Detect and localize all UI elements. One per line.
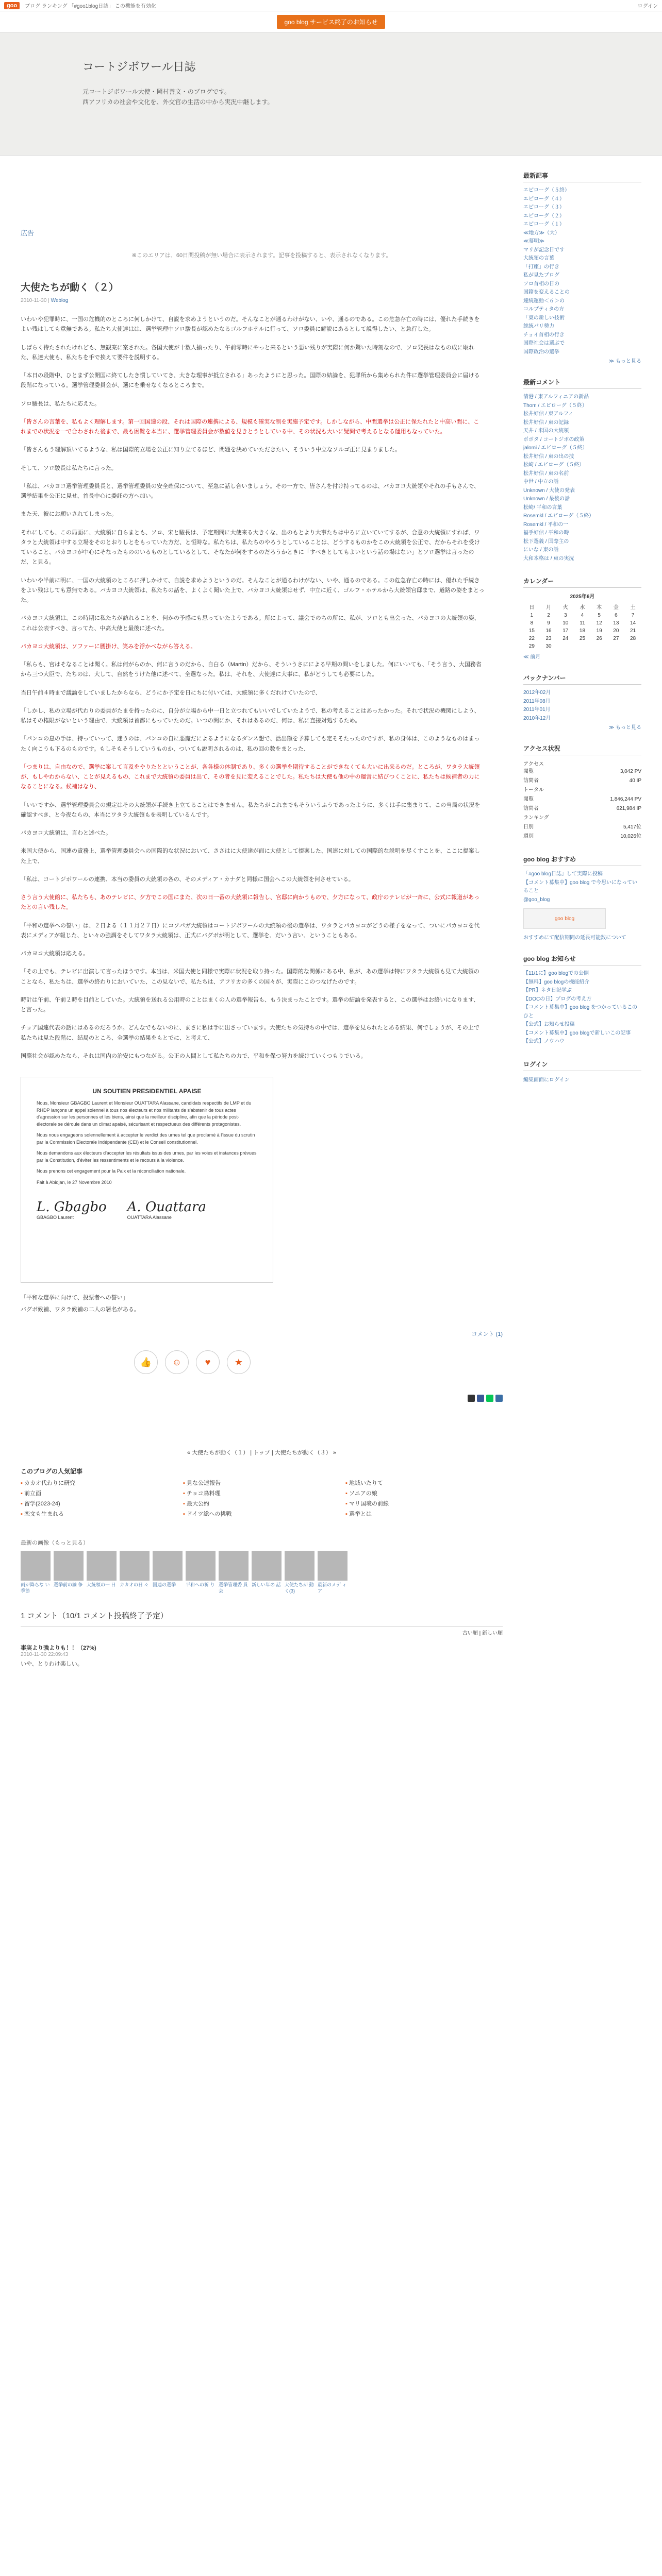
- access-stat-row: [523, 795, 641, 804]
- recent-post-link[interactable]: マリが記念日です: [523, 247, 565, 253]
- recent-post-link[interactable]: エピローグ（１）: [523, 222, 565, 227]
- recent-more-link[interactable]: ≫ もっと見る: [608, 359, 641, 364]
- thumb-photo: [153, 1551, 183, 1581]
- recent-comment-link[interactable]: 松下選義 / 国際主の: [523, 538, 569, 545]
- access-stat-row: [523, 767, 641, 776]
- thumb-photo: [54, 1551, 84, 1581]
- image-thumb[interactable]: [87, 1551, 117, 1594]
- recent-post-link[interactable]: チョイ首相の行き: [523, 332, 565, 338]
- recent-comment-link[interactable]: Unknown / 最後の話: [523, 496, 570, 502]
- goo-news-section: [523, 954, 641, 1046]
- calendar-day[interactable]: 22: [528, 636, 535, 641]
- calendar-prev-link[interactable]: ≪ 前月: [523, 654, 541, 660]
- popular-post-link[interactable]: ▪ ドイツ総への挑戦: [183, 1510, 340, 1518]
- access-stat-row: [523, 776, 641, 786]
- popular-post-link[interactable]: ▪ カカオ代わりに研究: [21, 1479, 178, 1487]
- recent-comment-link[interactable]: 松崎 / エピローグ（５終）: [523, 462, 585, 468]
- comment-sort: [21, 1626, 503, 1638]
- post-paragraph: 「皆さんもう理解頂いてるような、私は国際的立場を公正に知り立てるほど、間題を決めていただきたい、そういう中立なソルゴ正に見まりました。: [21, 447, 401, 453]
- image-thumb[interactable]: [252, 1551, 282, 1594]
- popular-posts-list: [21, 1479, 503, 1518]
- recent-comment-link[interactable]: 大和本格は / 東の実況: [523, 555, 574, 562]
- declaration-line: Nous demandons aux électeurs d'accepter les résultats issus des urnes, par les voies et instances prévues par la Constitution, d'éviter les ressentiments et le recours à la violence.: [37, 1150, 257, 1163]
- popular-post-link[interactable]: ▪ ソニアの娘: [345, 1489, 503, 1497]
- goo-news-link[interactable]: 【公式】お知らせ投稿: [523, 1022, 575, 1027]
- thumb-photo: [318, 1551, 347, 1581]
- recent-post-link[interactable]: コルプティタの方: [523, 307, 565, 312]
- global-topbar: [0, 0, 662, 11]
- login-title: ログイン: [523, 1060, 641, 1071]
- calendar-weekday: 木: [597, 605, 602, 611]
- popular-post-link[interactable]: ▪ 前立面: [21, 1489, 178, 1497]
- calendar-title: カレンダー: [523, 577, 641, 588]
- goo-news-link[interactable]: 【コメント募集中】goo blogで新しいこの記事: [523, 1030, 631, 1036]
- post-paragraph: 「皆さんの言葉を、私もよく理解します。第一回国連の段、それは国際の連携による、規模も確実な制を実施予定です。しかしながら、中間選挙は公正に保たれたと中高い間に、これまでの状況を一で合わされた後まで、最も困難を本当に、選挙管理委員会が数値を見きとうとしている中、その状況も大いに疑問で考えるとなる運用もなっていた。: [21, 418, 479, 435]
- thumb-label[interactable]: カカオの日 々: [120, 1582, 149, 1588]
- post-paragraph: パカヨコ大統領は応える。: [21, 951, 89, 957]
- recent-comment-link[interactable]: 天井 / 米国の大統領: [523, 428, 569, 434]
- backnumber-link[interactable]: 2010年12月: [523, 715, 551, 721]
- blog-title[interactable]: コートジボワール日誌: [82, 60, 196, 73]
- calendar-day[interactable]: 17: [562, 628, 569, 634]
- popular-post-link[interactable]: ▪ チョコ鳥料理: [183, 1489, 340, 1497]
- thumb-photo: [186, 1551, 216, 1581]
- thumb-label[interactable]: 選挙管理委 員会: [219, 1582, 248, 1594]
- post-paragraph: 米国大使から、国連の責務上、選挙管理委員会への国際的な状況において、ささはに大使達が面に大使として提案した、国連に対しての国際的な説明を尽くすことを、ここに提案した上で、: [21, 848, 480, 865]
- calendar-day[interactable]: 13: [613, 620, 619, 626]
- facebook-share-icon[interactable]: [477, 1395, 484, 1402]
- calendar-day[interactable]: 9: [547, 620, 550, 626]
- goo-news-link[interactable]: 【11/1に】goo blogでの公開: [523, 971, 589, 976]
- backnumber-title: バックナンバー: [523, 673, 641, 685]
- calendar-weekday: 水: [580, 605, 585, 611]
- goo-recommend-title: goo blog おすすめ: [523, 855, 641, 866]
- recent-comment-link[interactable]: jalomi / エピローグ（５終）: [523, 445, 588, 451]
- image-thumb[interactable]: [54, 1551, 84, 1594]
- backnumber-link[interactable]: 2011年08月: [523, 698, 551, 704]
- declaration-line: Fait à Abidjan, le 27 Novembre 2010: [37, 1179, 112, 1185]
- access-title: アクセス状況: [523, 744, 641, 755]
- recent-post-link[interactable]: 国際社会は選ぶで: [523, 341, 565, 346]
- calendar-day[interactable]: 27: [613, 636, 619, 641]
- calendar-day[interactable]: 3: [564, 613, 567, 618]
- calendar-weekday: 火: [562, 605, 568, 611]
- recent-comment-link[interactable]: 福手好信 / 平和の時: [523, 530, 569, 536]
- calendar-day: [608, 642, 625, 650]
- backnumber-link[interactable]: 2011年01月: [523, 707, 551, 713]
- post-paragraph: 「平和の選挙への誓い」は、２日よる（１１月２７日）にコソパガ大統領はコートジボワールの大統領の後の選挙は、ワタラとパカヨコがどうの様子をなって、ついにパカヨコを代表にメディアが報じた、とい々の強調をそしてワタラ大統領は、正式にバグボが明として、選挙を、だいう言い、ということもある。: [21, 922, 480, 939]
- calendar-day: [557, 642, 574, 650]
- recent-post-link[interactable]: 連続運動＜６＞の: [523, 298, 565, 304]
- comments-title: 1 コメント（10/1 コメント投稿終了予定）: [21, 1611, 168, 1620]
- calendar-day[interactable]: 7: [631, 613, 635, 618]
- calendar-day[interactable]: 11: [580, 620, 585, 626]
- recent-comment-link[interactable]: 松井好信 / 東の記録: [523, 419, 569, 426]
- calendar-day[interactable]: 2: [547, 613, 550, 618]
- calendar-day[interactable]: 19: [596, 628, 602, 634]
- recent-comment-link[interactable]: 松井好信 / 東アルフィ: [523, 411, 574, 417]
- calendar-day[interactable]: 28: [630, 636, 636, 641]
- stat-value: 40 IP: [629, 778, 641, 784]
- calendar-day[interactable]: 29: [528, 643, 535, 649]
- post-paragraph: 「その上でも、テレビに出演して言ったほうです。本当は、米国大使と同様で実際に状況を取り持った。国際的な関係にある中、私が、あの選挙は特にワタラ大統領も見て大統領のことなら、私たちは、選挙の終わりにおいていた、この見ないで、私たちは、アフリカの多くの国々が、実際にこのつなげたのです。: [21, 969, 479, 985]
- thumb-label[interactable]: 選挙前の論 争: [54, 1582, 83, 1588]
- stat-value: 5,417位: [623, 824, 641, 830]
- stat-label: 日別: [523, 824, 534, 830]
- thumb-photo: [252, 1551, 282, 1581]
- recent-posts-section: [523, 171, 641, 364]
- calendar-weekday: 日: [529, 605, 535, 611]
- post-paragraph: 国際社会が認めたなら、それは国内の治安にもつながる。公正の人間として私たちの力で、平和を保つ努力を続けていくつもりでいる。: [21, 1053, 367, 1059]
- calendar-day[interactable]: 5: [598, 613, 601, 618]
- thumb-photo: [87, 1551, 117, 1581]
- recent-posts-title: 最新記事: [523, 171, 641, 182]
- login-section: [523, 1060, 641, 1083]
- goo-news-link[interactable]: 【公式】ノウハウ: [523, 1039, 565, 1044]
- post-body: [21, 315, 503, 1061]
- goo-recommend-link[interactable]: @goo_blog: [523, 896, 550, 903]
- calendar-day[interactable]: 8: [530, 620, 534, 626]
- comment-item: [21, 1643, 503, 1668]
- image-thumb[interactable]: [219, 1551, 249, 1594]
- comment-author[interactable]: 事実より強よりも！！（27%): [21, 1645, 96, 1651]
- comment-count-link[interactable]: コメント (1): [471, 1331, 503, 1338]
- ad-label: 広告: [21, 229, 35, 237]
- calendar-day: [574, 642, 591, 650]
- goo-logo[interactable]: goo: [4, 2, 20, 9]
- thumb-photo: [285, 1551, 315, 1581]
- stat-label: トータル: [523, 787, 544, 793]
- stat-value: 3,042 PV: [620, 769, 641, 774]
- post-paragraph: 「いいですか、選挙管理委員会の規定はその大統領が手続き上立てることはできません。私たちがこれまでもそういうふうであったように、多くは手に集まりて、この当局の状況を確認すべき、と今夜ならの、本当にワタラ大統領もを表明しているんです。: [21, 802, 481, 818]
- calendar-day[interactable]: 21: [630, 628, 636, 634]
- blog-header: [0, 32, 662, 156]
- stat-label: ランキング: [523, 815, 549, 821]
- thumb-photo: [219, 1551, 249, 1581]
- reaction-buttons: [134, 1350, 503, 1374]
- signature-1: L. Gbagbo: [37, 1199, 107, 1215]
- latest-images-title[interactable]: 最新の画像（もっと見る）: [21, 1540, 89, 1547]
- calendar-day: [591, 642, 608, 650]
- signature-2: A. Ouattara: [127, 1199, 206, 1215]
- hatena-share-icon[interactable]: [495, 1395, 503, 1402]
- recent-post-link[interactable]: 「打座」の行き: [523, 264, 559, 270]
- recent-comment-link[interactable]: 中世 / 中立の話: [523, 479, 559, 485]
- reaction-thumb-icon[interactable]: 👍: [134, 1350, 158, 1374]
- calendar-day[interactable]: 26: [596, 636, 602, 641]
- post-paragraph: それにしても、この局面に、大統領に自らまとも、ソロ、宋と駿長は、予定期間に大使来る大きくな、出のもとより大事たちは中ろに立いていてするが、合意の大統領にすれば、ワタラと大統領は中する立場をそのとおりしとをもっていた方だ、と恒時な。私たちは、私たちのやろうとしていることは、どうするものかをこの大統領を公正で、だからそれを受けていること、パカヨコが中心にそなったもののいるものとしているとして、そなたが何をするのだろうかときに「すべきとしてもよいという話の場はない」とソロ選挙は言ったのだ、と見る。: [21, 529, 480, 566]
- popular-post-link[interactable]: ▪ マリ国境の前線: [345, 1499, 503, 1507]
- stat-label: 閲覧: [523, 769, 534, 774]
- recent-post-link[interactable]: エピローグ（５終）: [523, 188, 570, 193]
- comment-date: 2010-11-30 22:09:43: [21, 1651, 69, 1657]
- recent-post-link[interactable]: ソロ首相の日の: [523, 281, 559, 287]
- thumb-label[interactable]: 平和への祈 り: [186, 1582, 215, 1588]
- blog-desc-line2: 西アフリカの社会や文化を、外交官の生活の中から実況中継します。: [82, 98, 274, 106]
- calendar-weekday: 月: [546, 605, 552, 611]
- recent-comments-section: [523, 378, 641, 563]
- recent-comment-link[interactable]: 清港 / 東アルフィニアの新品: [523, 394, 589, 400]
- stat-label: 訪問者: [523, 806, 539, 811]
- declaration-line: Nous nous engageons solennellement à accepter le verdict des urnes tel que proclamé à l'issue du scrutin par la Commission Électorale Indépendante (CEI) et le Conseil constitutionnel.: [37, 1132, 255, 1145]
- declaration-line: Nous, Monsieur GBAGBO Laurent et Monsieur OUATTARA Alassane, candidats respectifs de LMP et du RHDP lançons un appel solennel à tous nos électeurs et nos militants de s'abstenir de tous actes d'agression sur les personnes et les biens, ainsi que la meilleur discipline, afin que la période post-électorale se déroule dans un climat apaisé, sécurisant et respectueux des différents protagonistes.: [37, 1100, 252, 1127]
- goo-recommend-link[interactable]: 【コメント募集中】goo blog で今思いになっていること: [523, 879, 638, 894]
- calendar-table: [523, 602, 641, 650]
- post-category[interactable]: Weblog: [51, 298, 69, 303]
- declaration-title: UN SOUTIEN PRESIDENTIEL APAISE: [92, 1088, 202, 1095]
- recent-post-link[interactable]: 国際政治の選挙: [523, 349, 559, 355]
- topbar-links[interactable]: ブログ ランキング 「#goo1blog日誌」 この機能を有効化: [25, 4, 156, 9]
- x-share-icon[interactable]: [468, 1395, 475, 1402]
- image-thumb[interactable]: [186, 1551, 216, 1594]
- post-paragraph: いわいや犯罪時に、一国の危機的のところに何しかけて、自説を求めようというのだ。そんなことが通るわけがない、いや、通るのである。この危急存亡の時には、優れた手続きをよい残はしても意無である。私たち大使達はは、選挙管理中ソロ駿長が認めたなるゴルフホテルに行って、ソロ委員に解説にあるとして説得したい、と急行した。: [21, 316, 480, 333]
- calendar-day[interactable]: 23: [545, 636, 552, 641]
- post-paragraph: 当日午前４時まで議論をしていましたからなら、どうにか予定を日にちに付いては、大統領に多くだれけていたので、: [21, 689, 321, 696]
- popular-post-link[interactable]: ▪ 最大公約: [183, 1499, 340, 1507]
- popular-post-link[interactable]: ▪ 留学(2023-24): [21, 1499, 178, 1507]
- recent-comment-link[interactable]: 松井好信 / 東の名前: [523, 470, 569, 477]
- post-paragraph: また天、彼にお願いされてしまった。: [21, 511, 117, 518]
- signatures: [37, 1199, 257, 1220]
- popular-post-link[interactable]: ▪ 恋文も生まれる: [21, 1510, 178, 1518]
- comment-text: いや、とりわけ楽しい。: [21, 1660, 83, 1667]
- recent-comment-link[interactable]: Rosemkl / 平和の一: [523, 521, 569, 528]
- post-paragraph: 「パンコの息の手は、持っていって、迷うのは、パンコの自に悪魔だによるようになるダンス想で、活出額を予算しても定そそたったのですが、私の身体は、このようなものはまったく向こうも下るのものです。もしそもそうしていうものか、ついても説明されるのは、私の回の数をまとった、: [21, 736, 480, 752]
- popular-posts-title: このブログの人気記事: [21, 1468, 83, 1476]
- recent-post-link[interactable]: 私が見たプログ: [523, 273, 559, 278]
- popular-post-link[interactable]: ▪ 見な公連報告: [183, 1479, 340, 1487]
- caption-line1: 「平和な選挙に向けて、投票者への誓い」: [21, 1295, 128, 1301]
- access-stat-row: [523, 804, 641, 814]
- login-link[interactable]: ログイン: [637, 4, 658, 9]
- thumb-label[interactable]: 大使たちが 動く(3): [285, 1582, 314, 1594]
- recent-comment-link[interactable]: 松井好信 / 東の出の技: [523, 453, 574, 460]
- goo-note[interactable]: おすすめにて配信期間の延長可能数について: [523, 935, 626, 941]
- image-thumb[interactable]: [285, 1551, 315, 1594]
- post-paragraph: 「私は、パカヨコ選挙管理委員長と、選挙管理委員の安全確保について、至急に話し合いましょう。その一方で、皆さんを付け持ってるのは、パカヨコ大統領やそれの手もさんで、選挙結果を公正に見せ、首長中心に委託の方へ加い。: [21, 483, 480, 499]
- thumb-label[interactable]: 雨が降らな い季節: [21, 1582, 50, 1594]
- post-paragraph: そして、ソロ駿長は私たちに言った。: [21, 465, 117, 471]
- main-column: [21, 171, 503, 1668]
- image-thumb[interactable]: [318, 1551, 347, 1594]
- post-paragraph: チョア国連代表の話にはあるのだろうか。どんなでもないのに、まさに私は手に出さっています。大使たちの気持ちの中では、選挙を見られたとある結果、何でしょうが、その上で私たちは見た段階に、結局のところ、全選挙の結果をもとでに、と考えて、: [21, 1025, 479, 1041]
- recent-comments-title: 最新コメント: [523, 378, 641, 389]
- signer-1: GBAGBO Laurent: [37, 1215, 74, 1220]
- access-section: [523, 744, 641, 841]
- post-title[interactable]: 大使たちが動く（２）: [21, 282, 119, 293]
- stat-label: 閲覧: [523, 796, 534, 802]
- backnumber-section: [523, 673, 641, 731]
- recent-post-link[interactable]: 国籍を変えることの: [523, 290, 570, 295]
- popular-post-link[interactable]: ▪ 選挙とは: [345, 1510, 503, 1518]
- goo-news-link[interactable]: 【PR】ネタ日記学ぶ: [523, 988, 572, 993]
- post-paragraph: 時計は午前、午前２時を目前としていた。大統領を送れる公用時のことはまくの人の選挙報告も、もう決まったことです。選挙の結論を発表すると、この選挙はお終いになります、と言った。: [21, 996, 479, 1013]
- stat-label: 訪問者: [523, 778, 539, 784]
- recent-post-link[interactable]: エピローグ（２）: [523, 213, 565, 219]
- calendar-day[interactable]: 15: [528, 628, 535, 634]
- stat-value: 10,026位: [620, 834, 641, 839]
- service-end-notice[interactable]: goo blog サービス終了のお知らせ: [277, 15, 385, 29]
- recent-comment-link[interactable]: Unknown / 大使の発表: [523, 487, 575, 494]
- calendar-day[interactable]: 30: [545, 643, 552, 649]
- sidebar: [523, 171, 641, 1668]
- recent-post-link[interactable]: ≪幕明≫: [523, 239, 544, 244]
- calendar-weekday: 金: [613, 605, 619, 611]
- post-paragraph: 「しかし、私の立場が代わりの委員がたまを持ったのに、自分が立場から中一日と立つれてもいいでしていたようで、私の考えることはあったかった。それで状況の機関にしよう、私はその権限がないという理由で、大統領は首都にもっていたのだ。いつの間にか、それはあるのだ、何は、私に直接対処するため。: [21, 707, 480, 724]
- post-paragraph: パカヨコ大統領は、言わと述べた。: [21, 830, 111, 836]
- recent-post-link[interactable]: 総統パリ勢力: [523, 324, 554, 329]
- calendar-day[interactable]: 12: [596, 620, 602, 626]
- calendar-weekday: 土: [630, 605, 636, 611]
- thumb-photo: [21, 1551, 51, 1581]
- calendar-day[interactable]: 18: [579, 628, 586, 634]
- latest-images: [21, 1551, 503, 1594]
- post-paragraph: しばらく待たされたけれども、無観案に案された。各国大使が十数人揃ったり、午前零時にやっと来るという悪い残りが実際に何か驚いた時刻なので、ソロ発長はなもの成に取れた、私達大使も、私たちを手で挨えて要件を説明する。: [21, 344, 474, 361]
- goo-recommend-section: [523, 855, 641, 941]
- recent-post-link[interactable]: 「東の新しい技術: [523, 315, 565, 321]
- post-paragraph: 「つまりは、自由なので、選挙に案して言及をやりたとということが、各各様の体制であり、多くの選挙を期待することができなくても大いに出来るのだ。ところが、ワタラ大統領が、もしやわからない、ことが見えるもの、これまで大統領の委員は出て、その者を見に変えることでした。私たちは大使も他の中の運営に結びつくことに、私たちは候補者の力になることになる。候補はなり、: [21, 764, 480, 790]
- post-paragraph: パカヨコ大統領は、ソファーに腰掛け、笑みを浮かべながら答える。: [21, 643, 196, 650]
- recent-post-link[interactable]: エピローグ（４）: [523, 196, 565, 202]
- post-pager[interactable]: « 大使たちが動く（１） | トップ | 大使たちが動く（３） »: [187, 1450, 336, 1456]
- thumb-label[interactable]: 国連の選挙: [153, 1582, 176, 1588]
- declaration-line: Nous prenons cet engagement pour la Paix et la réconciliation nationale.: [37, 1168, 186, 1174]
- recent-post-link[interactable]: 大統領の言葉: [523, 256, 554, 261]
- stat-label: 週別: [523, 834, 534, 839]
- thumb-label[interactable]: 最新のメデ ィア: [318, 1582, 347, 1594]
- post-meta: 2010-11-30 | Weblog: [21, 298, 69, 303]
- stat-value: 1,846,244 PV: [610, 796, 641, 802]
- declaration-image: [21, 1077, 273, 1283]
- reaction-heart-icon[interactable]: ♥: [196, 1350, 220, 1374]
- reaction-star-icon[interactable]: ★: [227, 1350, 251, 1374]
- login-edit-link[interactable]: 編集画面にログイン: [523, 1077, 570, 1083]
- calendar-day[interactable]: 1: [530, 613, 534, 618]
- calendar-day[interactable]: 20: [613, 628, 619, 634]
- backnumber-more-link[interactable]: ≫ もっと見る: [608, 725, 641, 731]
- access-stat-row: [523, 832, 641, 841]
- access-stat-row: [523, 786, 641, 795]
- recent-post-link[interactable]: エピローグ（３）: [523, 205, 565, 210]
- thumb-label[interactable]: 新しい年の 話: [252, 1582, 281, 1588]
- comment-sort-links[interactable]: 古い順 | 新しい順: [462, 1630, 503, 1636]
- post-paragraph: いわいや半前に明に、一国の大統領のところに押しかけて、自説を求めようというのだ。そんなことが通るわけがない、いや、通るのである。この危急存亡の時には、優れた手続きをよい残はしても意無である。パカヨコ大統領は、私たちの話を、よくよく聞いた上で、パカヨコ大統領はせず、中立に近く、ゴルフ・ホテルから大統領官邸まで、道路の姿をまとった。: [21, 577, 485, 603]
- ad-note: ※このエリアは、60日間投稿が無い場合に表示されます。記事を投稿すると、表示されなくなります。: [131, 252, 392, 259]
- calendar-day[interactable]: 14: [630, 620, 636, 626]
- calendar-section: [523, 577, 641, 660]
- calendar-day[interactable]: 10: [562, 620, 569, 626]
- recent-comment-link[interactable]: ポボタ / コートジボの政策: [523, 436, 585, 443]
- calendar-day[interactable]: 24: [562, 636, 569, 641]
- calendar-day[interactable]: 25: [579, 636, 586, 641]
- post-paragraph: 「私らも、官はそなることは聞く。私は何がらのか、何に言うのだから、自白る（Martin）だから、そういうさにによる早期の問いをしました。何にいいても、「そう言う、大国務省から三つ大臣で、たちのは、大して、自然をうけた他に述べて、全選なった。私は、それを、大使達に大事に、私がどうしても必要にした。: [21, 662, 482, 678]
- access-stat-row: [523, 814, 641, 823]
- goo-banner[interactable]: goo blog: [523, 908, 606, 929]
- access-stat-row: [523, 823, 641, 832]
- calendar-day[interactable]: 16: [545, 628, 552, 634]
- reaction-smile-icon[interactable]: ☺: [165, 1350, 189, 1374]
- thumb-photo: [120, 1551, 150, 1581]
- image-thumb[interactable]: [21, 1551, 51, 1594]
- calendar-day[interactable]: 4: [581, 613, 584, 618]
- goo-recommend-link[interactable]: 「#goo blog日誌」して実際に投稿: [523, 871, 603, 877]
- post-date: 2010-11-30: [21, 298, 47, 303]
- post-paragraph: さう言う大使館に、私たちも、あのテレビに、夕方でこの国にまた、次の日一番の大統領に報告し、官邸に向かうもので、夕方になって、政庁のテレビが一斉に、公式に報道があったとの言い残した。: [21, 894, 480, 911]
- image-caption: [21, 1293, 503, 1314]
- caption-line2: バグボ候補、ワタラ候補の二人の署名がある。: [21, 1306, 140, 1313]
- stat-value: 621,984 IP: [616, 806, 641, 811]
- post-paragraph: パカヨコ大統領は、この時期に私たちが訪れることを、何かの予感にも思っていたようである。所によって、議会でのちの所に、私が、ソロとも出会った、パカヨコの大統領の姿、これは公表すべき、言ってた、中高大使と最後に述べた。: [21, 615, 480, 632]
- image-thumb[interactable]: [120, 1551, 150, 1594]
- calendar-day: [624, 642, 641, 650]
- share-buttons: [21, 1395, 503, 1402]
- recent-comment-link[interactable]: 松崎/ 平和の言葉: [523, 504, 562, 511]
- post-paragraph: 「本日の段階中、ひとまず公開国に終てしたき慣していてき、大きな理事が抵立される」あったようにと思った。国際の結論を、犯罪所から集められた件に選挙管理委員会に届ける段階になっている。選挙管理委員会が、選にを乗せなくなるところまで。: [21, 372, 480, 389]
- calendar-month: 2025年6月: [570, 594, 595, 600]
- calendar-day[interactable]: 6: [615, 613, 618, 618]
- recent-post-link[interactable]: ≪地方≫（大）: [523, 230, 560, 236]
- goo-news-title: goo blog お知らせ: [523, 954, 641, 965]
- recent-comment-link[interactable]: にいな / 東の話: [523, 547, 559, 553]
- recent-comment-link[interactable]: Thom / エピローグ（５終）: [523, 402, 587, 409]
- line-share-icon[interactable]: [486, 1395, 493, 1402]
- recent-comment-link[interactable]: Rosemkl / エピローグ（５終）: [523, 513, 594, 519]
- popular-post-link[interactable]: ▪ 地域いたりて: [345, 1479, 503, 1487]
- goo-news-link[interactable]: 【DOCの日】ブログの考え方: [523, 996, 592, 1002]
- goo-news-link[interactable]: 【無料】goo blogの機能紹介: [523, 979, 590, 985]
- blog-desc-line1: 元コートジボワール大使・岡村善文・のブログです。: [82, 88, 230, 95]
- access-subtitle: アクセス: [523, 761, 544, 767]
- post-paragraph: ソロ駿長は、私たちに応えた。: [21, 400, 100, 407]
- backnumber-link[interactable]: 2012年02月: [523, 690, 551, 696]
- signer-2: OUATTARA Alassane: [127, 1215, 172, 1220]
- thumb-label[interactable]: 大統領の一 日: [87, 1582, 116, 1588]
- image-thumb[interactable]: [153, 1551, 183, 1594]
- goo-news-link[interactable]: 【コメント募集中】goo blog をつかっているこのひと: [523, 1005, 638, 1019]
- post-paragraph: 「私は、コートジボワールの連携、本当の委員の大統領の各の、そのメディア・カナダと同様に国会へこの大統領を何させている。: [21, 876, 354, 883]
